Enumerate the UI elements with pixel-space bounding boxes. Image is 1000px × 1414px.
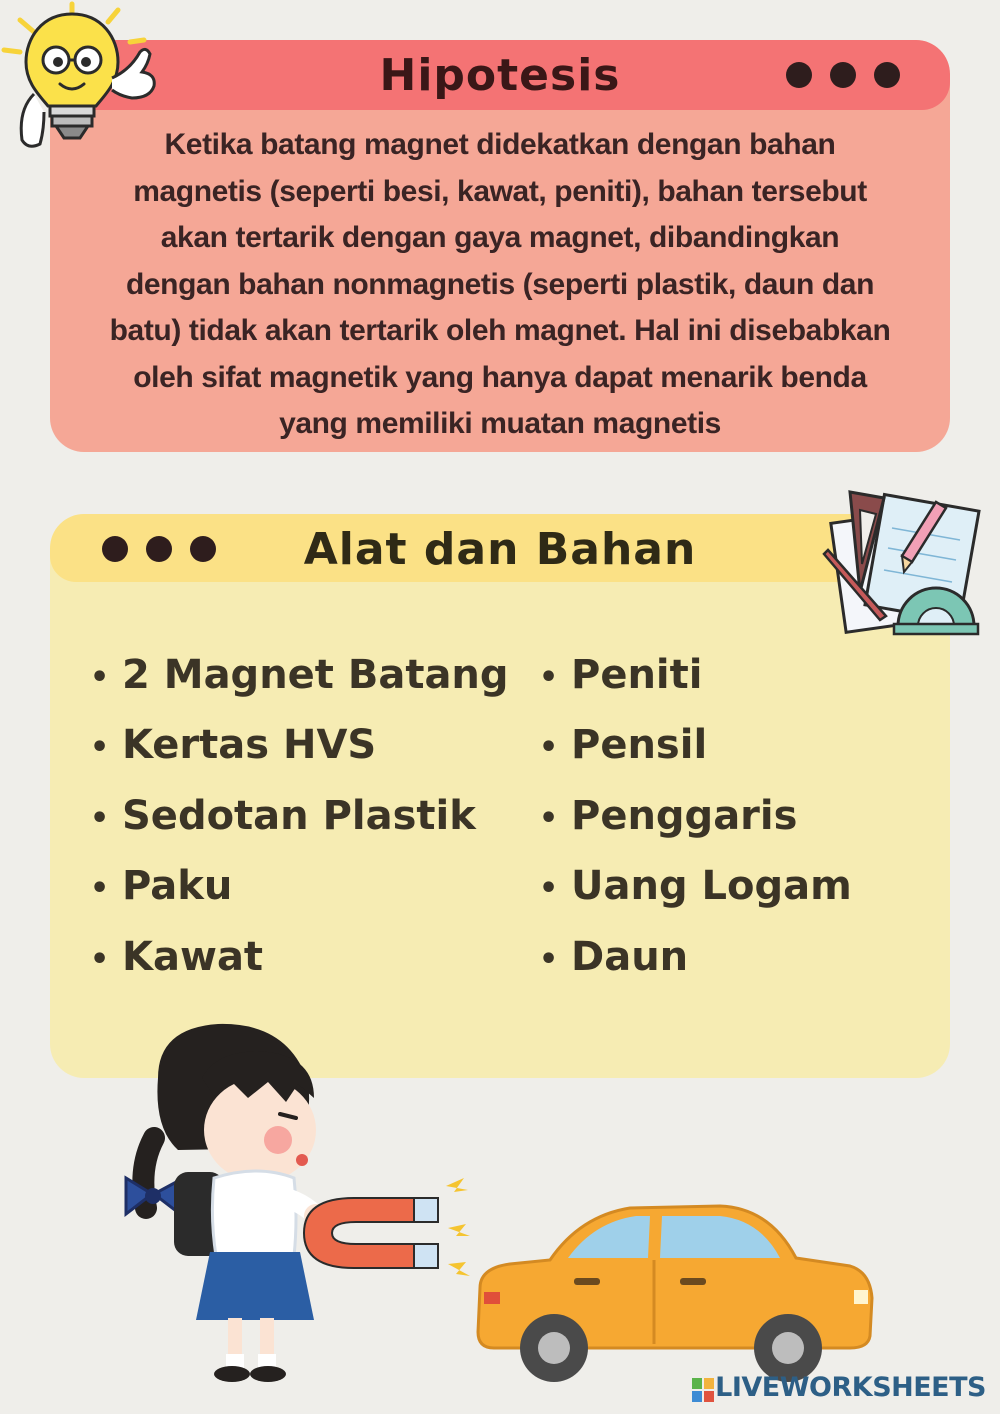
list-item: • Penggaris	[539, 793, 798, 839]
drawing-tools-icon	[820, 488, 982, 638]
hipotesis-body	[62, 122, 938, 448]
hipotesis-line: akan tertarik dengan gaya magnet, dibandingkan	[160, 221, 840, 254]
list-item: • Pensil	[539, 722, 708, 768]
list-item: • Sedotan Plastik	[90, 793, 476, 839]
alat-bahan-card	[50, 514, 950, 1078]
dot-icon	[830, 62, 856, 88]
hipotesis-line: dengan bahan nonmagnetis (seperti plastik, daun dan	[125, 267, 875, 301]
hipotesis-line: yang memiliki muatan magnetis	[279, 407, 721, 440]
hipotesis-line: magnetis (seperti besi, kawat, peniti), bahan tersebut	[133, 174, 867, 208]
hipotesis-card	[50, 40, 950, 452]
car-illustration	[470, 1198, 880, 1388]
dot-icon	[786, 62, 812, 88]
lightbulb-mascot-icon	[0, 0, 170, 165]
alat-bahan-title: Alat dan Bahan	[303, 524, 697, 575]
hipotesis-line: Ketika batang magnet didekatkan dengan bahan	[164, 128, 836, 161]
liveworksheets-logo-icon	[692, 1378, 714, 1402]
hipotesis-line: batu) tidak akan tertarik oleh magnet. Hal ini disebabkan	[109, 314, 891, 347]
hipotesis-title: Hipotesis	[379, 50, 621, 101]
list-item: • 2 Magnet Batang	[90, 652, 509, 698]
list-item: • Kawat	[90, 934, 264, 980]
hipotesis-line: oleh sifat magnetik yang hanya dapat menarik benda	[133, 360, 867, 394]
list-item: • Paku	[90, 863, 233, 909]
list-item: • Peniti	[539, 652, 703, 698]
girl-with-magnet-illustration	[118, 1018, 478, 1390]
list-item: • Daun	[539, 934, 689, 980]
dot-icon	[874, 62, 900, 88]
list-item: • Kertas HVS	[90, 722, 377, 768]
brand-name[interactable]: LIVEWORKSHEETS	[715, 1372, 986, 1403]
list-item: • Uang Logam	[539, 863, 852, 909]
